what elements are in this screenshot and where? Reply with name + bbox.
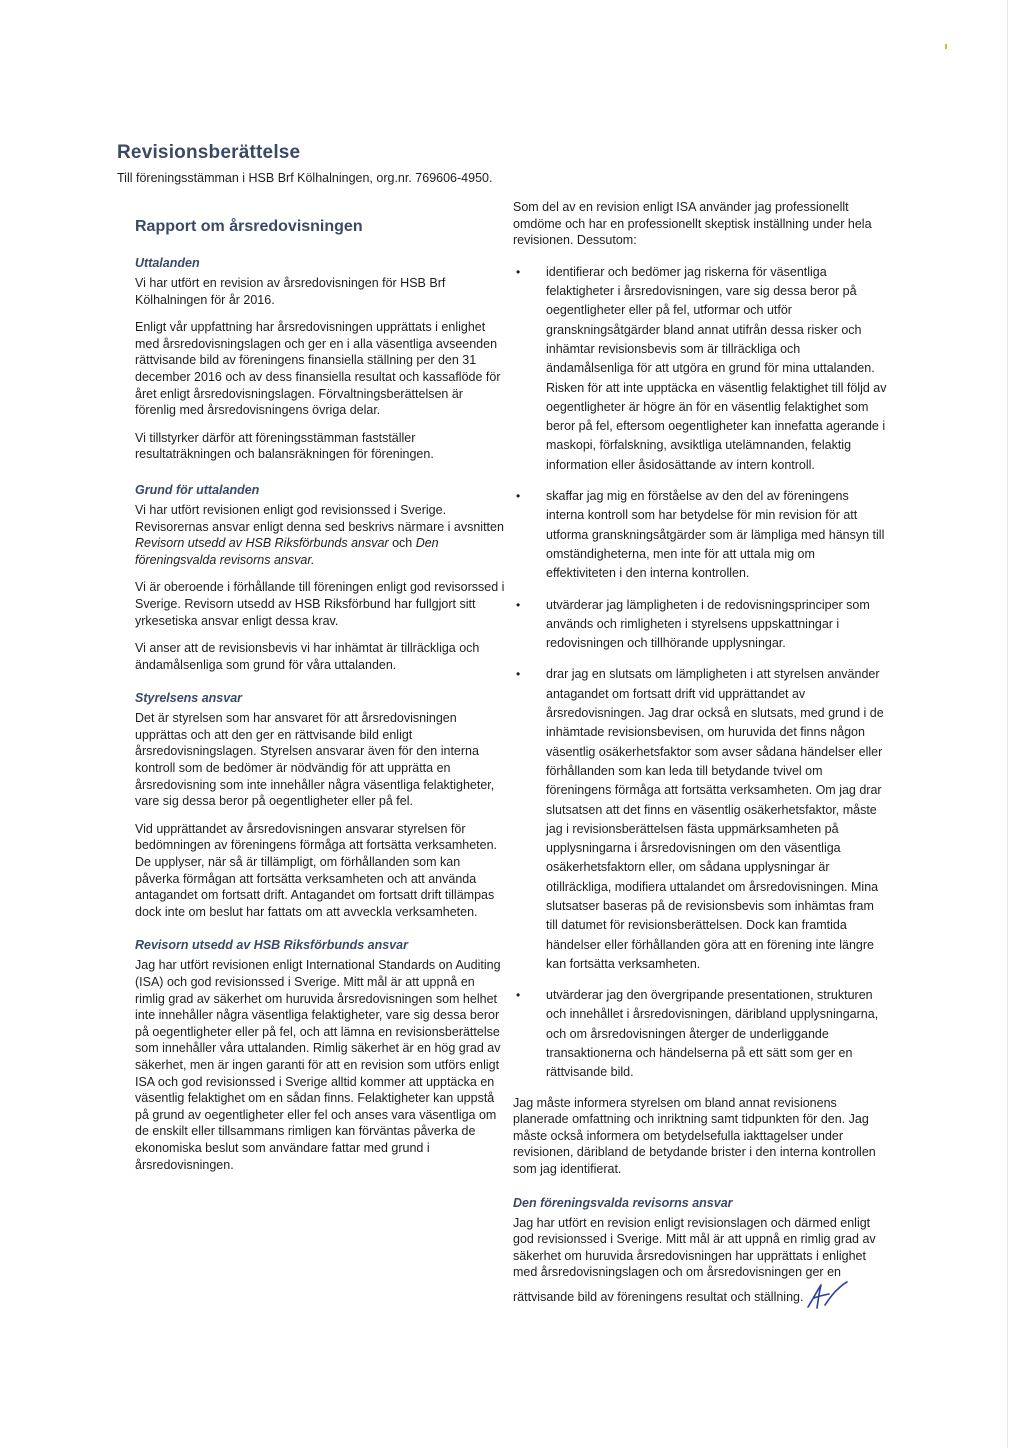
paragraph: Jag måste informera styrelsen om bland annat revisionens planerade omfattning och inriktning samt tidpunkten för den. Jag måste också informera om betydelsefulla iakttagelser under revisionen, däribland de betydande brister i den interna kontrollen som jag identifierat. bbox=[513, 1095, 876, 1177]
text-run: Jag har utfört en revision enligt revisionslagen och därmed enligt god revisionssed i Sverige. Mitt mål är att uppnå en rimlig grad av säkerhet om huruvida årsredovisningen har upprättats i enlighet med årsredovisningslagen och om årsredovisningen ger en rättvisande bild av föreningens resultat och ställning. bbox=[513, 1215, 876, 1304]
paragraph: Vi tillstyrker därför att föreningsstämman fastställer resultaträkningen och balansräkningen för föreningen. bbox=[135, 430, 434, 462]
report-heading: Rapport om årsredovisningen bbox=[135, 218, 363, 235]
paragraph bbox=[135, 502, 505, 568]
bullet-icon: • bbox=[516, 988, 521, 1003]
scan-mark bbox=[945, 44, 947, 49]
signature-icon bbox=[805, 1281, 849, 1316]
section-reference: Den föreningsvalda revisorns ansvar. bbox=[135, 536, 439, 567]
paragraph: Vi är oberoende i förhållande till föreningen enligt god revisorssed i Sverige. Revisorn utsedd av HSB Riksförbund har fullgjort sitt yrkesetiska ansvar enligt dessa krav. bbox=[135, 580, 505, 628]
paragraph: Det är styrelsen som har ansvaret för att årsredovisningen upprättas och att den ger en rättvisande bild enligt årsredovisningslagen. Styrelsen ansvarar även för den interna kontroll som de bedömer är nödvändig för att upprätta en årsredovisning som inte innehåller några väsentliga felaktigheter, vare sig dessa beror på oegentligheter eller på fel. bbox=[135, 711, 495, 809]
section-heading-styrelsen: Styrelsens ansvar bbox=[135, 691, 243, 706]
section-heading-revisorn: Revisorn utsedd av HSB Riksförbunds ansvar bbox=[135, 938, 408, 953]
bullet-list bbox=[513, 263, 888, 1083]
bullet-icon: • bbox=[516, 489, 521, 504]
page-edge bbox=[1007, 0, 1008, 1448]
list-item bbox=[513, 665, 888, 974]
text-run: Vi har utfört revisionen enligt god revisionssed i Sverige. Revisorernas ansvar enligt denna sed beskrivs närmare i avsnitten bbox=[135, 502, 504, 534]
list-item-text: utvärderar jag den övergripande presentationen, strukturen och innehållet i årsredovisningen, däribland upplysningarna, och om årsredovisningen återger de underliggande transaktionerna och händelserna på ett sätt som ger en rättvisande bild. bbox=[546, 988, 879, 1080]
paragraph: Enligt vår uppfattning har årsredovisningen upprättats i enlighet med årsredovisningslagen och ger en i alla väsentliga avseenden rättvisande bild av föreningens finansiella ställning per den 31 december 2016 och av dess finansiella resultat och kassaflöde för året enligt årsredovisningslagen. Förvaltningsberättelsen är förenlig med årsredovisningens övriga delar. bbox=[135, 320, 501, 418]
section-heading-uttalanden: Uttalanden bbox=[135, 256, 200, 270]
left-column bbox=[135, 218, 505, 1184]
paragraph: Vi har utfört en revision av årsredovisningen för HSB Brf Kölhalningen för år 2016. bbox=[135, 276, 446, 307]
document-subtitle: Till föreningsstämman i HSB Brf Kölhalningen, org.nr. 769606-4950. bbox=[117, 171, 493, 185]
section-heading-foreningsvald: Den föreningsvalda revisorns ansvar bbox=[513, 1195, 733, 1210]
section-heading-grund: Grund för uttalanden bbox=[135, 482, 260, 497]
paragraph: Jag har utfört revisionen enligt International Standards on Auditing (ISA) och god revisionssed i Sverige. Mitt mål är att uppnå en rimlig grad av säkerhet om huruvida årsredovisningen som helhet inte innehåller några väsentliga felaktigheter, vare sig dessa beror på oegentligheter eller på fel, och att lämna en revisionsberättelse som innehåller våra uttalanden. Rimlig säkerhet är en hög grad av säkerhet, men är ingen garanti för att en revision som utförs enligt ISA och god revisionssed i Sverige alltid kommer att upptäcka en väsentlig felaktighet om en sådan finns. Felaktigheter kan uppstå på grund av oegentligheter eller fel och anses vara väsentliga om de enskilt eller tillsammans rimligen kan förväntas påverka de ekonomiska beslut som användare fattar med grund i årsredovisningen. bbox=[135, 958, 501, 1172]
list-item-text: identifierar och bedömer jag riskerna för väsentliga felaktigheter i årsredovisningen, vare sig dessa beror på oegentligheter eller på fel, utformar och utför granskningsåtgärder bland annat utifrån dessa risker och inhämtar revisionsbevis som är tillräckliga och ändamålsenliga för att utgöra en grund för mina uttalanden. Risken för att inte upptäcka en väsentlig felaktighet till följd av oegentligheter är högre än för en väsentlig felaktighet som beror på fel, eftersom oegentligheter kan innefatta agerande i maskopi, förfalskning, avsiktliga utelämnanden, felaktig information eller åsidosättande av intern kontroll. bbox=[546, 264, 887, 472]
text-run: och bbox=[388, 536, 416, 551]
section-reference: Revisorn utsedd av HSB Riksförbunds ansvar bbox=[135, 536, 389, 551]
list-item-text: utvärderar jag lämpligheten i de redovisningsprinciper som används och rimligheten i styrelsens uppskattningar i redovisningen och tillhörande upplysningar. bbox=[546, 597, 870, 651]
bullet-icon: • bbox=[516, 597, 521, 612]
list-item bbox=[513, 263, 888, 475]
list-item bbox=[513, 986, 888, 1082]
document-title: Revisionsberättelse bbox=[117, 142, 301, 163]
list-item-text: skaffar jag mig en förståelse av den del av föreningens interna kontroll som har betydelse för min revision för att utforma granskningsåtgärder som är lämpliga med hänsyn till omständigheterna, men inte för att uttala mig om effektiviteten i den interna kontrollen. bbox=[546, 489, 885, 581]
paragraph: Vid upprättandet av årsredovisningen ansvarar styrelsen för bedömningen av föreningens förmåga att fortsätta verksamheten. De upplyser, när så är tillämpligt, om förhållanden som kan påverka förmågan att fortsätta verksamheten och att använda antagandet om fortsatt drift. Antagandet om fortsatt drift tillämpas dock inte om beslut har fattats om att avveckla verksamheten. bbox=[135, 821, 498, 919]
paragraph: Som del av en revision enligt ISA använder jag professionellt omdöme och har en professionellt skeptisk inställning under hela revisionen. Dessutom: bbox=[513, 200, 872, 248]
right-column bbox=[513, 199, 888, 1327]
paragraph bbox=[513, 1215, 888, 1316]
list-item-text: drar jag en slutsats om lämpligheten i att styrelsen använder antagandet om fortsatt drift vid upprättandet av årsredovisningen. Jag drar också en slutsats, med grund i de inhämtade revisionsbevisen, om huruvida det finns någon väsentlig osäkerhetsfaktor som avser sådana händelser eller förhållanden som kan leda till betydande tvivel om föreningens förmåga att fortsätta verksamheten. Om jag drar slutsatsen att det finns en väsentlig osäkerhetsfaktor, måste jag i revisionsberättelsen fästa uppmärksamheten på upplysningarna i årsredovisningen om den väsentliga osäkerhetsfaktorn eller, om sådana upplysningar är otillräckliga, modifiera uttalandet om årsredovisningen. Mina slutsatser baseras på de revisionsbevis som inhämtas fram till datumet för revisionsberättelsen. Dock kan framtida händelser eller förhållanden göra att en förening inte längre kan fortsätta verksamheten. bbox=[546, 667, 884, 971]
bullet-icon: • bbox=[516, 667, 521, 682]
list-item bbox=[513, 487, 888, 583]
list-item bbox=[513, 596, 888, 654]
bullet-icon: • bbox=[516, 264, 521, 279]
paragraph: Vi anser att de revisionsbevis vi har inhämtat är tillräckliga och ändamålsenliga som grund för våra uttalanden. bbox=[135, 641, 480, 672]
